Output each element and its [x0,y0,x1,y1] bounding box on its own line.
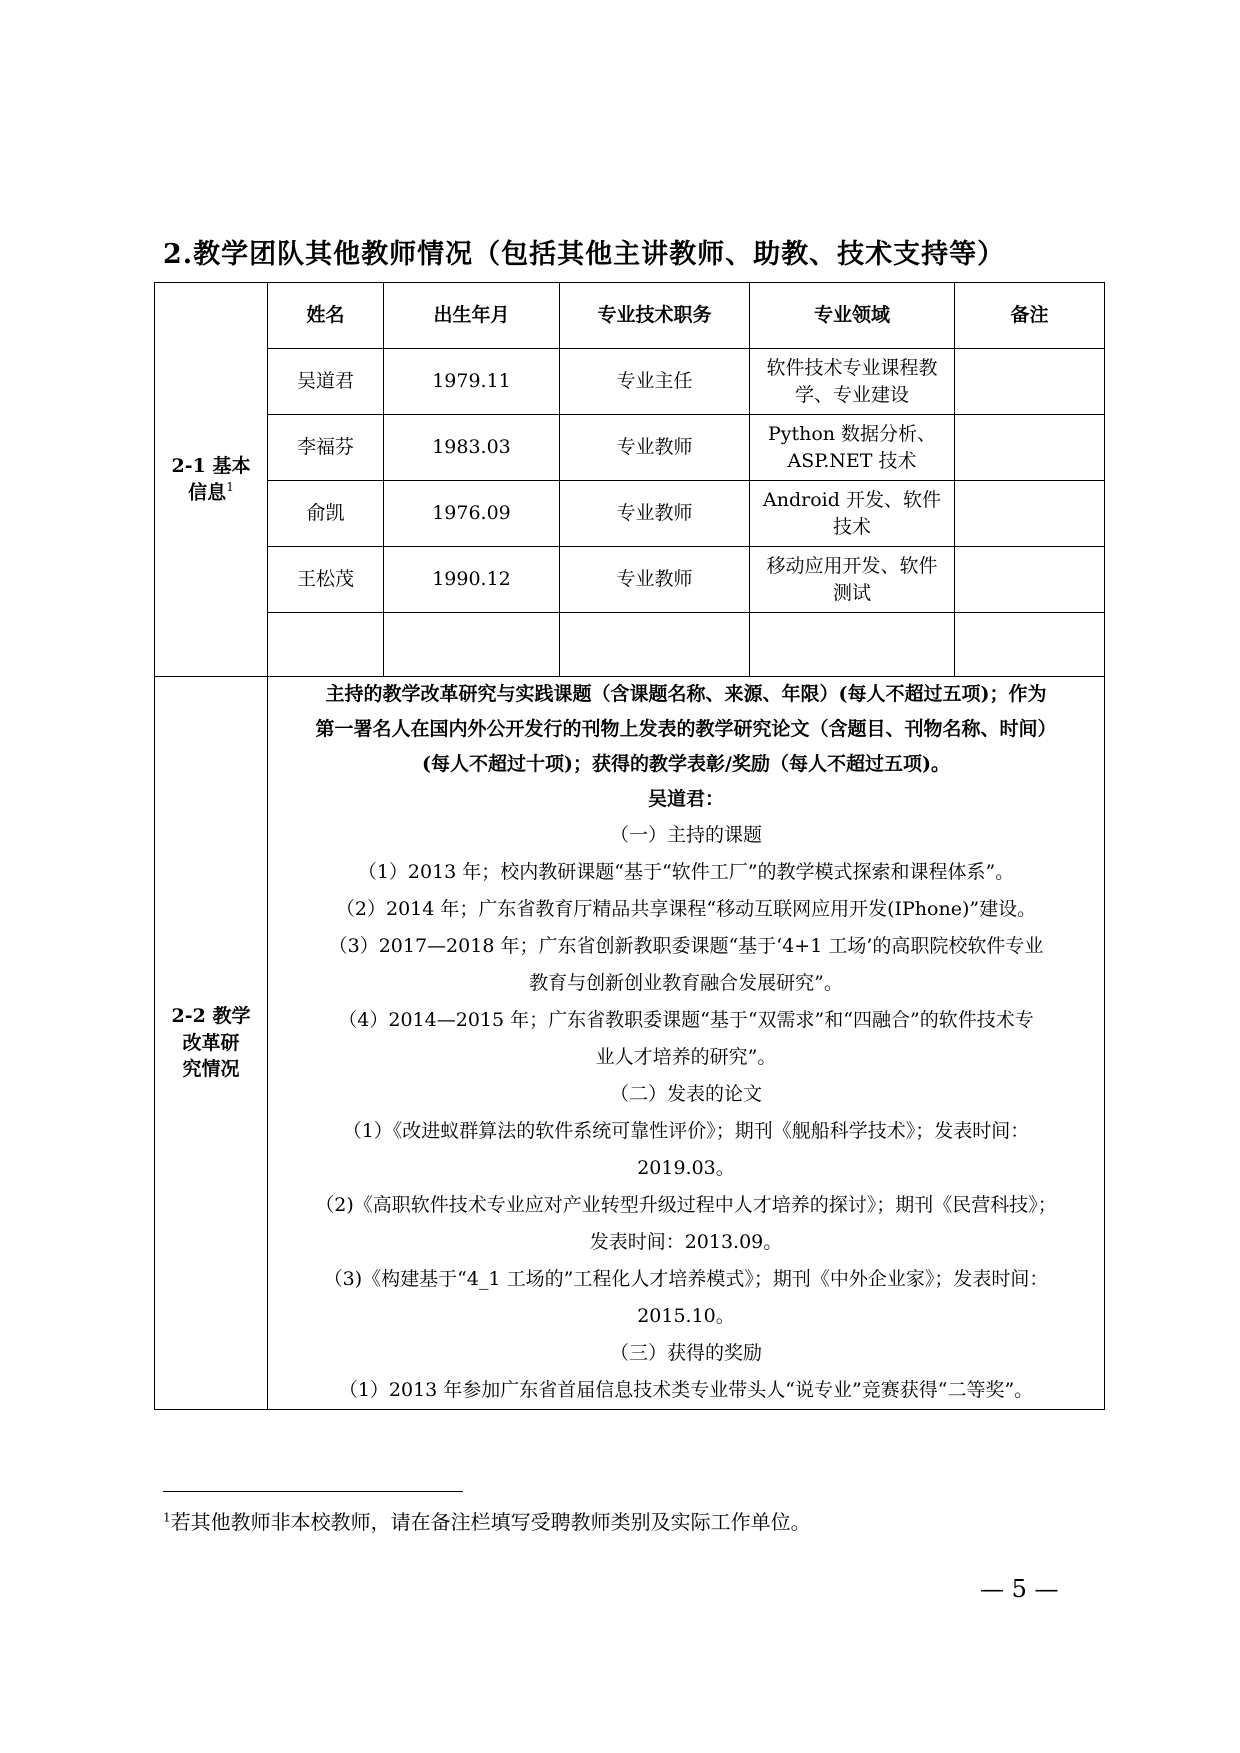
reform-line: （三）获得的奖励 [609,1342,762,1364]
reform-intro-line: (每人不超过十项)；获得的教学表彰/奖励（每人不超过五项)。 [422,753,950,775]
teacher-title: 专业教师 [560,415,750,481]
reform-line: （2)《高职软件技术专业应对产业转型升级过程中人才培养的探讨》；期刊《民营科技》； [315,1194,1057,1216]
teacher-field: 软件技术专业课程教 学、专业建设 [750,349,955,415]
table-row [155,349,1105,415]
reform-line: （3）2017—2018 年；广东省创新教职委课题“基于‘4+1 工场’的高职院校软件专业 [328,935,1044,957]
table-row [155,415,1105,481]
col-header-field: 专业领域 [750,283,955,349]
reform-intro-line: 主持的教学改革研究与实践课题（含课题名称、来源、年限）(每人不超过五项)；作为 [325,683,1047,705]
reform-line: （2）2014 年；广东省教育厅精品共享课程“移动互联网应用开发(IPhone)”建设。 [335,898,1037,920]
teacher-note [955,415,1105,481]
empty-cell [955,613,1105,677]
reform-line: （3)《构建基于“4_1 工场的”工程化人才培养模式》；期刊《中外企业家》；发表时间： [323,1268,1049,1290]
reform-line: 业人才培养的研究”。 [595,1046,777,1068]
teacher-birth: 1983.03 [384,415,560,481]
reform-line: （4）2014—2015 年；广东省教职委课题“基于“双需求”和“四融合”的软件技术专 [338,1009,1034,1031]
table-row [155,481,1105,547]
reform-label: 2-2 教学 改革研 究情况 [155,677,268,1410]
col-header-birth: 出生年月 [384,283,560,349]
footnote-text: 若其他教师非本校教师，请在备注栏填写受聘教师类别及实际工作单位。 [170,1510,811,1534]
section-heading: 2.教学团队其他教师情况（包括其他主讲教师、助教、技术支持等） [163,239,1006,270]
teacher-note [955,349,1105,415]
footnote-mark: 1 [226,480,234,495]
empty-cell [268,613,384,677]
reform-line: 教育与创新创业教育融合发展研究”。 [529,972,843,994]
teacher-birth: 1976.09 [384,481,560,547]
teacher-name: 王松茂 [268,547,384,613]
teacher-title: 专业教师 [560,547,750,613]
teacher-birth: 1979.11 [384,349,560,415]
reform-line: （一）主持的课题 [609,824,762,846]
reform-line: （二）发表的论文 [609,1083,762,1105]
empty-cell [560,613,750,677]
empty-cell [750,613,955,677]
table-row-empty [155,613,1105,677]
team-info-table [154,282,1105,1410]
col-header-title: 专业技术职务 [560,283,750,349]
table-row [155,547,1105,613]
teacher-note [955,481,1105,547]
teacher-name: 李福芬 [268,415,384,481]
reform-line: 发表时间：2013.09。 [589,1231,783,1253]
col-header-note: 备注 [955,283,1105,349]
teacher-birth: 1990.12 [384,547,560,613]
reform-line: 2019.03。 [637,1157,735,1179]
teacher-name: 吴道君 [268,349,384,415]
teacher-field: Python 数据分析、 ASP.NET 技术 [750,415,955,481]
empty-cell [384,613,560,677]
reform-content [268,677,1105,1410]
reform-intro-line: 第一署名人在国内外公开发行的刊物上发表的教学研究论文（含题目、刊物名称、时间） [315,718,1057,740]
reform-person: 吴道君： [647,788,724,810]
teacher-title: 专业教师 [560,481,750,547]
teacher-name: 俞凯 [268,481,384,547]
reform-line: （1）2013 年参加广东省首届信息技术类专业带头人“说专业”竞赛获得“二等奖”。 [338,1379,1034,1401]
footnote [163,1506,811,1535]
basic-info-label: 2-1 基本 信息$^1$ [155,283,268,677]
reform-line: 2015.10。 [637,1305,735,1327]
page-number: — 5 — [980,1575,1059,1603]
reform-line: （1）《改进蚁群算法的软件系统可靠性评价》；期刊《舰船科学技术》；发表时间： [342,1120,1030,1142]
teacher-field: 移动应用开发、软件 测试 [750,547,955,613]
col-header-name: 姓名 [268,283,384,349]
teacher-field: Android 开发、软件 技术 [750,481,955,547]
teacher-title: 专业主任 [560,349,750,415]
footnote-number: 1 [163,1510,171,1525]
teacher-note [955,547,1105,613]
reform-line: （1）2013 年；校内教研课题“基于“软件工厂”的教学模式探索和课程体系”。 [357,861,1015,883]
footnote-divider [163,1491,463,1492]
